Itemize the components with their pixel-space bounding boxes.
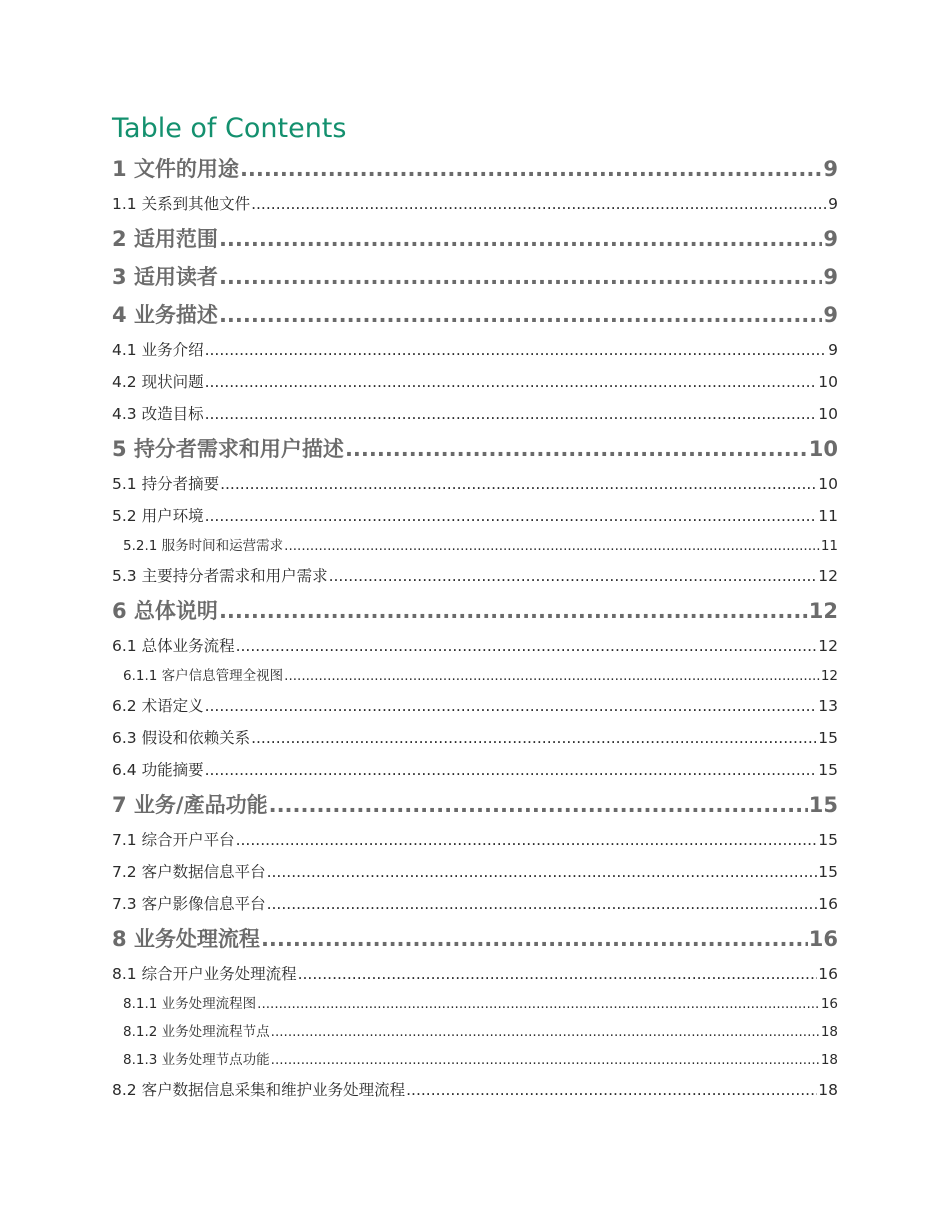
toc-entry-page-number: 15 [818,863,838,881]
toc-entry-page-number: 13 [818,697,838,715]
toc-entry-page-number: 9 [823,157,838,181]
dot-leader [236,824,818,856]
dot-leader [205,690,818,722]
toc-entry-label: 6.3 假设和依赖关系 [112,729,251,747]
toc-entry[interactable] [112,188,838,220]
toc-entry-label: 7.1 综合开户平台 [112,831,235,849]
toc-entry-page-number: 9 [823,303,838,327]
dot-leader [267,888,818,920]
toc-page [112,112,838,1106]
toc-entry[interactable] [112,296,838,334]
dot-leader [298,958,818,990]
toc-entry[interactable] [112,754,838,786]
toc-entry-label: 5.1 持分者摘要 [112,475,220,493]
toc-entry-label: 2 适用范围 [112,227,218,251]
dot-leader [284,662,820,690]
toc-entry-page-number: 10 [818,405,838,423]
toc-entry-page-number: 10 [818,373,838,391]
toc-entry-page-number: 9 [823,227,838,251]
toc-entry[interactable] [112,1046,838,1074]
toc-entry-label: 8.1 综合开户业务处理流程 [112,965,297,983]
dot-leader [205,334,828,366]
toc-entry-label: 5.2 用户环境 [112,507,204,525]
toc-entry[interactable] [112,888,838,920]
toc-entry-label: 8.1.1 业务处理流程图 [123,996,257,1012]
toc-list [112,150,838,1106]
toc-entry-label: 4.1 业务介绍 [112,341,204,359]
dot-leader [257,990,820,1018]
dot-leader [219,592,808,630]
toc-entry-label: 4 业务描述 [112,303,218,327]
toc-entry-page-number: 16 [808,927,838,951]
toc-entry[interactable] [112,958,838,990]
dot-leader [236,630,818,662]
toc-entry-label: 6.1.1 客户信息管理全视图 [123,668,284,684]
toc-entry-label: 8 业务处理流程 [112,927,260,951]
toc-entry[interactable] [112,592,838,630]
toc-entry-page-number: 9 [823,265,838,289]
dot-leader [406,1074,817,1106]
dot-leader [219,220,822,258]
toc-entry-page-number: 18 [818,1081,838,1099]
toc-entry[interactable] [112,258,838,296]
toc-entry-page-number: 9 [828,341,838,359]
toc-entry-label: 7.3 客户影像信息平台 [112,895,266,913]
toc-entry[interactable] [112,220,838,258]
toc-entry[interactable] [112,662,838,690]
toc-entry[interactable] [112,856,838,888]
toc-entry-label: 3 适用读者 [112,265,218,289]
toc-entry-label: 4.3 改造目标 [112,405,204,423]
toc-entry-label: 1.1 关系到其他文件 [112,195,251,213]
toc-entry-page-number: 12 [820,668,838,684]
toc-entry[interactable] [112,920,838,958]
toc-entry[interactable] [112,430,838,468]
toc-entry[interactable] [112,334,838,366]
toc-entry[interactable] [112,398,838,430]
toc-entry-label: 1 文件的用途 [112,157,239,181]
dot-leader [271,1046,820,1074]
dot-leader [219,258,822,296]
dot-leader [240,150,822,188]
dot-leader [284,532,820,560]
toc-entry[interactable] [112,560,838,592]
toc-entry-label: 5.2.1 服务时间和运营需求 [123,538,284,554]
dot-leader [205,754,818,786]
toc-entry-page-number: 15 [818,761,838,779]
toc-entry[interactable] [112,1018,838,1046]
dot-leader [269,786,808,824]
toc-entry[interactable] [112,786,838,824]
toc-entry-label: 8.2 客户数据信息采集和维护业务处理流程 [112,1081,406,1099]
dot-leader [251,722,817,754]
toc-entry-label: 5.3 主要持分者需求和用户需求 [112,567,328,585]
toc-entry-page-number: 11 [820,538,838,554]
dot-leader [261,920,808,958]
dot-leader [205,500,818,532]
toc-entry-page-number: 9 [828,195,838,213]
toc-entry-label: 4.2 现状问题 [112,373,204,391]
toc-entry-page-number: 15 [818,729,838,747]
toc-entry-page-number: 18 [820,1024,838,1040]
dot-leader [329,560,818,592]
toc-title: Table of Contents [112,113,347,144]
toc-entry-label: 7 业务/產品功能 [112,793,268,817]
dot-leader [271,1018,820,1046]
toc-entry-label: 7.2 客户数据信息平台 [112,863,266,881]
dot-leader [251,188,827,220]
dot-leader [205,398,818,430]
toc-entry[interactable] [112,630,838,662]
toc-entry-label: 8.1.2 业务处理流程节点 [123,1024,270,1040]
toc-entry-page-number: 12 [818,567,838,585]
toc-entry[interactable] [112,468,838,500]
toc-entry-page-number: 11 [818,507,838,525]
toc-entry[interactable] [112,690,838,722]
toc-entry-page-number: 16 [818,895,838,913]
toc-entry[interactable] [112,366,838,398]
toc-entry-label: 6.1 总体业务流程 [112,637,235,655]
dot-leader [267,856,818,888]
toc-entry-page-number: 16 [818,965,838,983]
toc-entry[interactable] [112,824,838,856]
dot-leader [220,468,817,500]
toc-entry-label: 6 总体说明 [112,599,218,623]
toc-entry-page-number: 12 [808,599,838,623]
toc-entry-page-number: 10 [818,475,838,493]
toc-entry[interactable] [112,500,838,532]
toc-entry-page-number: 16 [820,996,838,1012]
toc-entry-label: 6.4 功能摘要 [112,761,204,779]
toc-entry-label: 8.1.3 业务处理节点功能 [123,1052,270,1068]
toc-entry[interactable] [112,722,838,754]
dot-leader [345,430,808,468]
toc-entry[interactable] [112,1074,838,1106]
toc-entry-page-number: 10 [808,437,838,461]
dot-leader [205,366,818,398]
toc-entry-page-number: 15 [808,793,838,817]
toc-entry[interactable] [112,150,838,188]
toc-entry[interactable] [112,990,838,1018]
toc-entry-label: 6.2 术语定义 [112,697,204,715]
toc-entry-page-number: 15 [818,831,838,849]
toc-entry[interactable] [112,532,838,560]
toc-entry-label: 5 持分者需求和用户描述 [112,437,344,461]
toc-entry-page-number: 12 [818,637,838,655]
toc-entry-page-number: 18 [820,1052,838,1068]
dot-leader [219,296,822,334]
